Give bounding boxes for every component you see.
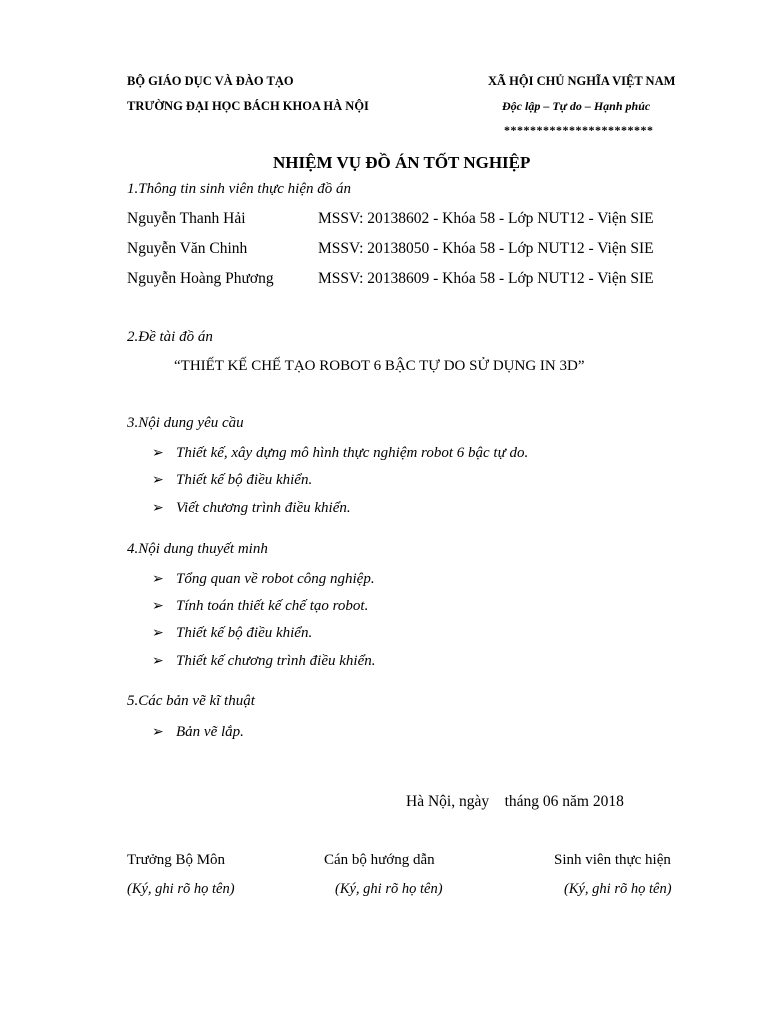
arrow-bullet-icon: ➢ — [152, 501, 164, 516]
signature-title-student: Sinh viên thực hiện — [554, 852, 671, 868]
star-divider: *********************** — [504, 123, 654, 137]
student-name: Nguyễn Văn Chinh — [127, 240, 248, 257]
signature-note-advisor: (Ký, ghi rõ họ tên) — [335, 881, 443, 897]
thesis-topic: “THIẾT KẾ CHẾ TẠO ROBOT 6 BẬC TỰ DO SỬ DỤNG IN 3D” — [174, 358, 585, 374]
arrow-bullet-icon: ➢ — [152, 725, 164, 740]
list-item: ➢ Thiết kế chương trình điều khiển. — [152, 653, 376, 669]
student-info: MSSV: 20138050 - Khóa 58 - Lớp NUT12 - Viện SIE — [318, 240, 654, 257]
arrow-bullet-icon: ➢ — [152, 473, 164, 488]
signature-title-head: Trưởng Bộ Môn — [127, 852, 226, 868]
section-4-heading: 4.Nội dung thuyết minh — [127, 541, 268, 557]
university-name: TRƯỜNG ĐẠI HỌC BÁCH KHOA HÀ NỘI — [127, 99, 369, 113]
list-item: ➢ Thiết kế bộ điều khiển. — [152, 472, 313, 488]
section-3-heading: 3.Nội dung yêu cầu — [127, 415, 244, 431]
ministry-name: BỘ GIÁO DỤC VÀ ĐÀO TẠO — [127, 74, 294, 88]
signature-note-student: (Ký, ghi rõ họ tên) — [564, 881, 672, 897]
student-info: MSSV: 20138609 - Khóa 58 - Lớp NUT12 - Viện SIE — [318, 270, 654, 287]
section-1-heading: 1.Thông tin sinh viên thực hiện đồ án — [127, 181, 351, 197]
student-name: Nguyễn Hoàng Phương — [127, 270, 274, 287]
arrow-bullet-icon: ➢ — [152, 599, 164, 614]
list-item: ➢ Tính toán thiết kế chế tạo robot. — [152, 598, 369, 614]
national-motto: Độc lập – Tự do – Hạnh phúc — [502, 99, 651, 113]
list-item: ➢ Bản vẽ lắp. — [152, 724, 244, 740]
arrow-bullet-icon: ➢ — [152, 572, 164, 587]
arrow-bullet-icon: ➢ — [152, 654, 164, 669]
signature-note-head: (Ký, ghi rõ họ tên) — [127, 881, 235, 897]
student-info: MSSV: 20138602 - Khóa 58 - Lớp NUT12 - Viện SIE — [318, 210, 654, 227]
list-item: ➢ Viết chương trình điều khiển. — [152, 500, 351, 516]
student-name: Nguyễn Thanh Hải — [127, 210, 246, 227]
signature-title-advisor: Cán bộ hướng dẫn — [324, 852, 435, 868]
arrow-bullet-icon: ➢ — [152, 446, 164, 461]
document-title: NHIỆM VỤ ĐỒ ÁN TỐT NGHIỆP — [273, 153, 531, 172]
date-line: Hà Nội, ngày tháng 06 năm 2018 — [406, 793, 624, 810]
country-name: XÃ HỘI CHỦ NGHĨA VIỆT NAM — [488, 74, 676, 88]
section-2-heading: 2.Đề tài đồ án — [127, 329, 213, 345]
list-item: ➢ Tổng quan về robot công nghiệp. — [152, 571, 375, 587]
list-item: ➢ Thiết kế bộ điều khiển. — [152, 625, 313, 641]
list-item: ➢ Thiết kế, xây dựng mô hình thực nghiệm robot 6 bậc tự do. — [152, 445, 529, 461]
section-5-heading: 5.Các bản vẽ kĩ thuật — [127, 693, 255, 709]
arrow-bullet-icon: ➢ — [152, 626, 164, 641]
